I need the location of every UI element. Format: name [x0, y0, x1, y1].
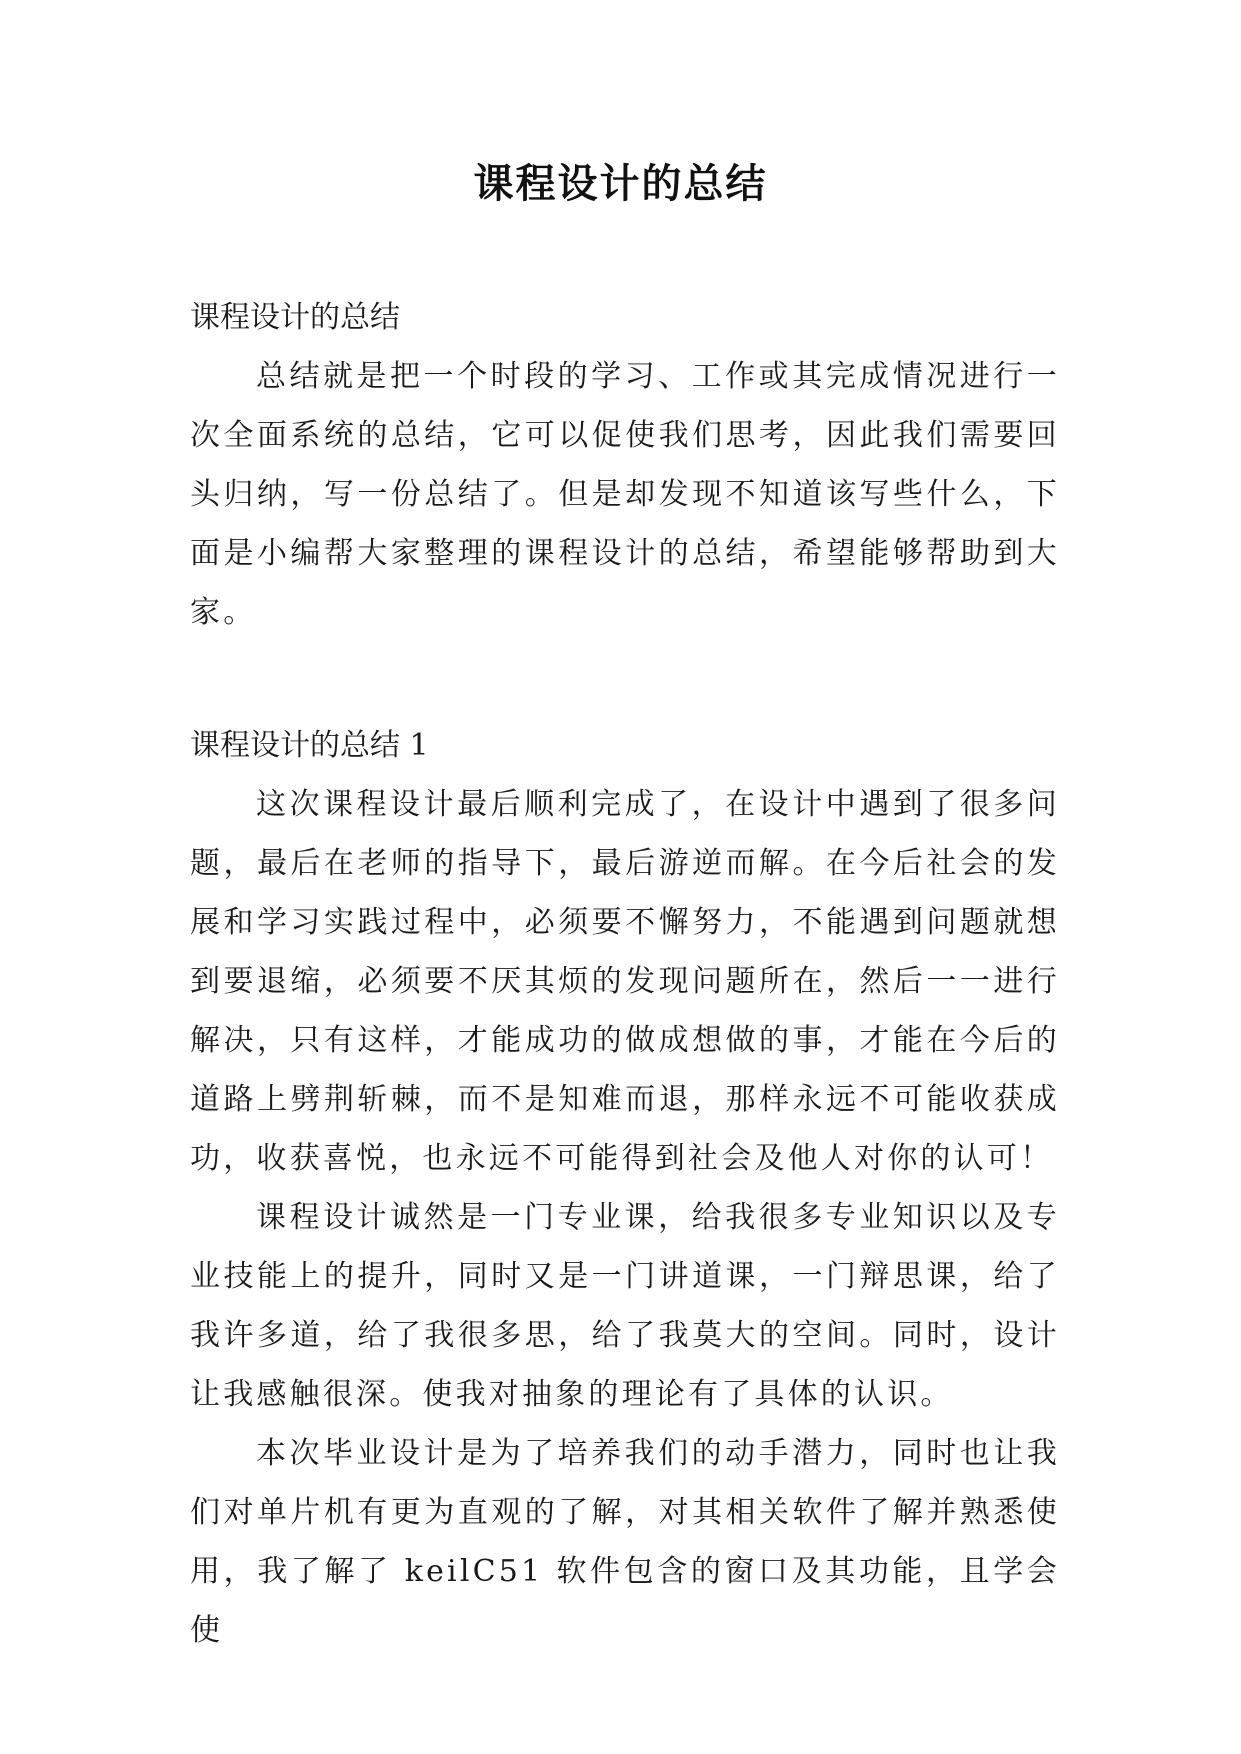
section-spacer — [190, 642, 1060, 716]
intro-paragraph: 总结就是把一个时段的学习、工作或其完成情况进行一次全面系统的总结，它可以促使我们思考，因此我们需要回头归纳，写一份总结了。但是却发现不知道该写些什么，下面是小编帮大家整理的课程设计的总结，希望能够帮助到大家。 — [190, 359, 1060, 630]
section-1-heading: 课程设计的总结 1 — [190, 728, 429, 763]
intro-heading: 课程设计的总结 — [190, 300, 400, 335]
section-1-paragraph-1: 这次课程设计最后顺利完成了，在设计中遇到了很多问题，最后在老师的指导下，最后游逆而解。在今后社会的发展和学习实践过程中，必须要不懈努力，不能遇到问题就想到要退缩，必须要不厌其烦的发现问题所在，然后一一进行解决，只有这样，才能成功的做成想做的事，才能在今后的道路上劈荆斩棘，而不是知难而退，那样永远不可能收获成功，收获喜悦，也永远不可能得到社会及他人对你的认可！ — [190, 787, 1060, 1176]
document-body — [190, 288, 1060, 1660]
section-1-paragraph-2: 课程设计诚然是一门专业课，给我很多专业知识以及专业技能上的提升，同时又是一门讲道课，一门辩思课，给了我许多道，给了我很多思，给了我莫大的空间。同时，设计让我感触很深。使我对抽象的理论有了具体的认识。 — [190, 1200, 1060, 1412]
section-1-paragraph-3: 本次毕业设计是为了培养我们的动手潜力，同时也让我们对单片机有更为直观的了解，对其相关软件了解并熟悉使用，我了解了 keilC51 软件包含的窗口及其功能，且学会使 — [190, 1436, 1060, 1648]
document-title: 课程设计的总结 — [473, 160, 768, 207]
